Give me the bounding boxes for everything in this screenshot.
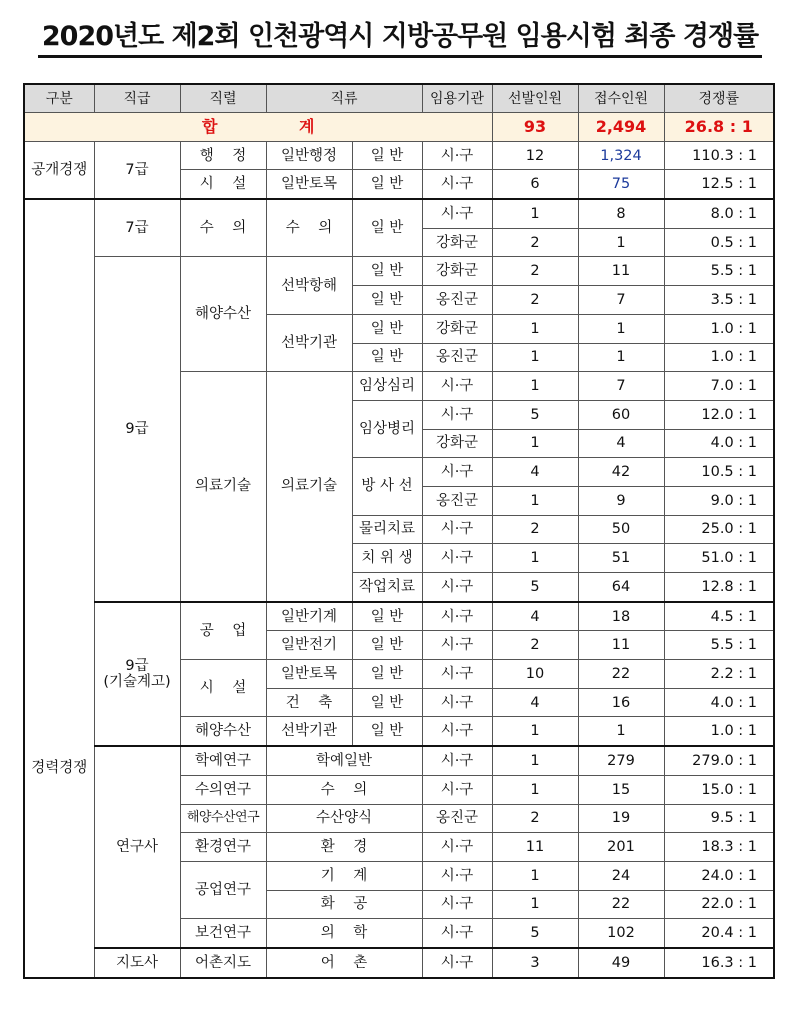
applied-cell: 51 [578,544,664,573]
applied-cell: 8 [578,199,664,228]
applied-cell: 201 [578,833,664,862]
applied-cell: 279 [578,746,664,775]
selected-cell: 11 [492,833,578,862]
series-cell: 해양수산 [180,717,266,746]
class-cell: 수 의 [266,199,352,257]
selected-cell: 3 [492,948,578,978]
header-cell: 선발인원 [492,84,578,113]
selected-cell: 1 [492,372,578,401]
grade-cell: 연구사 [94,746,180,948]
ratio-cell: 110.3 : 1 [664,141,774,170]
ratio-cell: 20.4 : 1 [664,919,774,948]
subclass-cell: 물리치료 [352,515,422,544]
subclass-cell: 작업치료 [352,573,422,602]
selected-cell: 2 [492,286,578,315]
agency-cell: 시·구 [422,660,492,689]
ratio-cell: 279.0 : 1 [664,746,774,775]
table-row [24,746,774,775]
applied-cell: 22 [578,890,664,919]
ratio-cell: 4.0 : 1 [664,429,774,458]
subclass-cell: 임상심리 [352,372,422,401]
class-cell: 선박기관 [266,314,352,371]
class-cell: 기 계 [266,861,422,890]
applied-cell: 1,324 [578,141,664,170]
subclass-cell: 일 반 [352,343,422,372]
header-cell: 임용기관 [422,84,492,113]
agency-cell: 강화군 [422,228,492,257]
ratio-cell: 5.5 : 1 [664,257,774,286]
class-cell: 의료기술 [266,372,352,602]
selected-cell: 1 [492,775,578,804]
grade-cell: 7급 [94,199,180,257]
agency-cell: 시·구 [422,544,492,573]
selected-cell: 1 [492,429,578,458]
class-cell: 어 촌 [266,948,422,978]
agency-cell: 시·구 [422,833,492,862]
grade-cell: 9급 [94,257,180,602]
series-cell: 시 설 [180,660,266,717]
applied-cell: 75 [578,170,664,199]
class-cell: 일반토목 [266,170,352,199]
applied-cell: 9 [578,486,664,515]
header-cell: 접수인원 [578,84,664,113]
class-cell: 수산양식 [266,804,422,833]
grade-line: 9급 [125,657,149,674]
applied-cell: 1 [578,717,664,746]
series-cell: 공 업 [180,602,266,660]
table-row [24,257,774,286]
class-cell: 의 학 [266,919,422,948]
class-cell: 일반행정 [266,141,352,170]
agency-cell: 시·구 [422,861,492,890]
agency-cell: 시·구 [422,458,492,487]
series-cell: 행 정 [180,141,266,170]
agency-cell: 시·구 [422,515,492,544]
selected-cell: 2 [492,804,578,833]
selected-cell: 4 [492,602,578,631]
selected-cell: 4 [492,458,578,487]
grade-line: (기술계고) [103,673,171,690]
applied-cell: 19 [578,804,664,833]
applied-cell: 16 [578,688,664,717]
table-row [24,199,774,228]
subclass-cell: 치 위 생 [352,544,422,573]
total-applied: 2,494 [578,113,664,142]
ratio-cell: 51.0 : 1 [664,544,774,573]
series-cell: 수의연구 [180,775,266,804]
selected-cell: 1 [492,861,578,890]
ratio-cell: 2.2 : 1 [664,660,774,689]
total-ratio: 26.8 : 1 [664,113,774,142]
class-cell: 일반토목 [266,660,352,689]
subclass-cell: 일 반 [352,199,422,257]
class-cell: 환 경 [266,833,422,862]
applied-cell: 11 [578,631,664,660]
header-cell: 경쟁률 [664,84,774,113]
ratio-cell: 4.0 : 1 [664,688,774,717]
selected-cell: 6 [492,170,578,199]
applied-cell: 1 [578,343,664,372]
agency-cell: 시·구 [422,717,492,746]
selected-cell: 12 [492,141,578,170]
agency-cell: 시·구 [422,573,492,602]
series-cell: 수 의 [180,199,266,257]
selected-cell: 2 [492,257,578,286]
subclass-cell: 일 반 [352,717,422,746]
applied-cell: 18 [578,602,664,631]
category-cell: 경력경쟁 [24,199,94,978]
agency-cell: 강화군 [422,429,492,458]
series-cell: 의료기술 [180,372,266,602]
ratio-cell: 12.5 : 1 [664,170,774,199]
applied-cell: 1 [578,228,664,257]
agency-cell: 시·구 [422,890,492,919]
agency-cell: 시·구 [422,948,492,978]
ratio-cell: 16.3 : 1 [664,948,774,978]
ratio-cell: 1.0 : 1 [664,717,774,746]
agency-cell: 시·구 [422,688,492,717]
agency-cell: 옹진군 [422,804,492,833]
selected-cell: 1 [492,343,578,372]
ratio-cell: 15.0 : 1 [664,775,774,804]
series-cell: 해양수산 [180,257,266,372]
total-row [24,113,774,142]
selected-cell: 1 [492,746,578,775]
total-label: 합 계 [24,113,492,142]
class-cell: 선박항해 [266,257,352,314]
subclass-cell: 방 사 선 [352,458,422,515]
applied-cell: 50 [578,515,664,544]
applied-cell: 42 [578,458,664,487]
table-row [24,948,774,978]
selected-cell: 2 [492,515,578,544]
ratio-cell: 18.3 : 1 [664,833,774,862]
selected-cell: 1 [492,486,578,515]
selected-cell: 2 [492,228,578,257]
agency-cell: 시·구 [422,372,492,401]
agency-cell: 강화군 [422,314,492,343]
subclass-cell: 일 반 [352,314,422,343]
agency-cell: 시·구 [422,400,492,429]
ratio-cell: 25.0 : 1 [664,515,774,544]
subclass-cell: 일 반 [352,660,422,689]
ratio-cell: 10.5 : 1 [664,458,774,487]
agency-cell: 시·구 [422,775,492,804]
agency-cell: 시·구 [422,141,492,170]
applied-cell: 64 [578,573,664,602]
class-cell: 학예일반 [266,746,422,775]
series-cell: 시 설 [180,170,266,199]
selected-cell: 5 [492,400,578,429]
applied-cell: 102 [578,919,664,948]
agency-cell: 시·구 [422,631,492,660]
ratio-cell: 9.0 : 1 [664,486,774,515]
subclass-cell: 일 반 [352,257,422,286]
subclass-cell: 일 반 [352,602,422,631]
subclass-cell: 일 반 [352,170,422,199]
agency-cell: 시·구 [422,199,492,228]
ratio-cell: 9.5 : 1 [664,804,774,833]
class-cell: 화 공 [266,890,422,919]
ratio-cell: 5.5 : 1 [664,631,774,660]
agency-cell: 옹진군 [422,343,492,372]
competition-table [23,83,775,979]
grade-cell: 지도사 [94,948,180,978]
selected-cell: 5 [492,573,578,602]
agency-cell: 강화군 [422,257,492,286]
selected-cell: 2 [492,631,578,660]
selected-cell: 1 [492,717,578,746]
class-cell: 일반전기 [266,631,352,660]
table-row [24,141,774,170]
grade-cell [94,602,180,746]
class-cell: 수 의 [266,775,422,804]
series-cell: 공업연구 [180,861,266,918]
subclass-cell: 일 반 [352,688,422,717]
agency-cell: 시·구 [422,602,492,631]
selected-cell: 1 [492,199,578,228]
subclass-cell: 임상병리 [352,400,422,457]
total-selected: 93 [492,113,578,142]
ratio-cell: 12.8 : 1 [664,573,774,602]
ratio-cell: 7.0 : 1 [664,372,774,401]
subclass-cell: 일 반 [352,141,422,170]
selected-cell: 5 [492,919,578,948]
series-cell: 학예연구 [180,746,266,775]
applied-cell: 49 [578,948,664,978]
ratio-cell: 24.0 : 1 [664,861,774,890]
class-cell: 일반기계 [266,602,352,631]
applied-cell: 1 [578,314,664,343]
ratio-cell: 0.5 : 1 [664,228,774,257]
ratio-cell: 8.0 : 1 [664,199,774,228]
applied-cell: 7 [578,286,664,315]
agency-cell: 시·구 [422,170,492,199]
agency-cell: 옹진군 [422,486,492,515]
header-row [24,84,774,113]
category-cell: 공개경쟁 [24,141,94,199]
page-title: 2020년도 제2회 인천광역시 지방공무원 임용시험 최종 경쟁률 [38,20,762,58]
subclass-cell: 일 반 [352,286,422,315]
agency-cell: 시·구 [422,919,492,948]
applied-cell: 11 [578,257,664,286]
applied-cell: 15 [578,775,664,804]
header-cell: 직급 [94,84,180,113]
applied-cell: 4 [578,429,664,458]
grade-cell: 7급 [94,141,180,199]
ratio-cell: 12.0 : 1 [664,400,774,429]
header-cell: 구분 [24,84,94,113]
subclass-cell: 일 반 [352,631,422,660]
selected-cell: 10 [492,660,578,689]
header-cell: 직렬 [180,84,266,113]
ratio-cell: 1.0 : 1 [664,314,774,343]
table-row [24,602,774,631]
selected-cell: 1 [492,890,578,919]
ratio-cell: 3.5 : 1 [664,286,774,315]
applied-cell: 7 [578,372,664,401]
selected-cell: 1 [492,544,578,573]
applied-cell: 24 [578,861,664,890]
series-cell: 어촌지도 [180,948,266,978]
series-cell: 보건연구 [180,919,266,948]
selected-cell: 4 [492,688,578,717]
agency-cell: 시·구 [422,746,492,775]
title-wrap [0,20,800,58]
selected-cell: 1 [492,314,578,343]
series-cell: 해양수산연구 [180,804,266,833]
class-cell: 선박기관 [266,717,352,746]
agency-cell: 옹진군 [422,286,492,315]
ratio-cell: 4.5 : 1 [664,602,774,631]
header-cell: 직류 [266,84,422,113]
applied-cell: 60 [578,400,664,429]
applied-cell: 22 [578,660,664,689]
ratio-cell: 1.0 : 1 [664,343,774,372]
ratio-cell: 22.0 : 1 [664,890,774,919]
class-cell: 건 축 [266,688,352,717]
series-cell: 환경연구 [180,833,266,862]
